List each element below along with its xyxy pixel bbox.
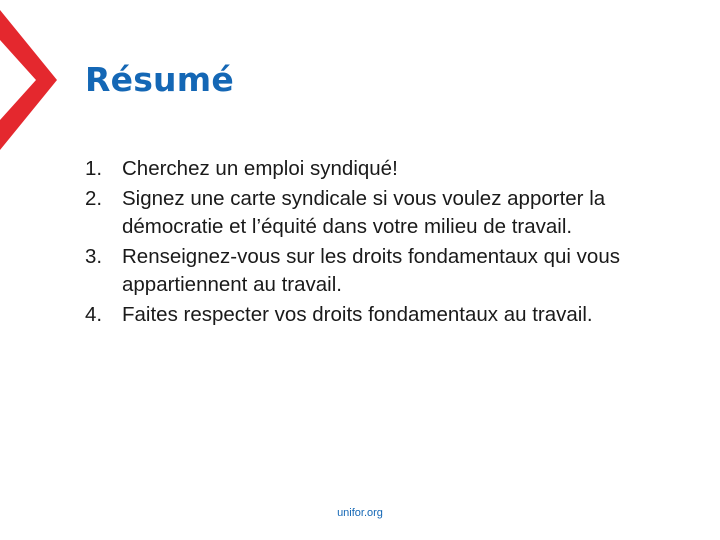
- item-text: Renseignez-vous sur les droits fondamentaux qui vous appartiennent au travail.: [122, 245, 620, 296]
- list-item: [85, 155, 695, 183]
- item-text: Faites respecter vos droits fondamentaux au travail.: [122, 303, 593, 326]
- list-item: [85, 185, 695, 241]
- item-text: Signez une carte syndicale si vous voulez apporter la démocratie et l’équité dans votre milieu de travail.: [122, 187, 606, 238]
- item-number: 1.: [85, 157, 103, 180]
- summary-list: [85, 155, 695, 331]
- slide-title: Résumé: [85, 60, 234, 99]
- item-number: 3.: [85, 245, 103, 268]
- list-item: [85, 301, 695, 329]
- item-number: 4.: [85, 303, 103, 326]
- red-chevron-icon: [0, 0, 70, 160]
- item-text: Cherchez un emploi syndiqué!: [122, 157, 398, 180]
- list-item: [85, 243, 695, 299]
- footer-website-link[interactable]: unifor.org: [337, 507, 383, 519]
- item-number: 2.: [85, 187, 103, 210]
